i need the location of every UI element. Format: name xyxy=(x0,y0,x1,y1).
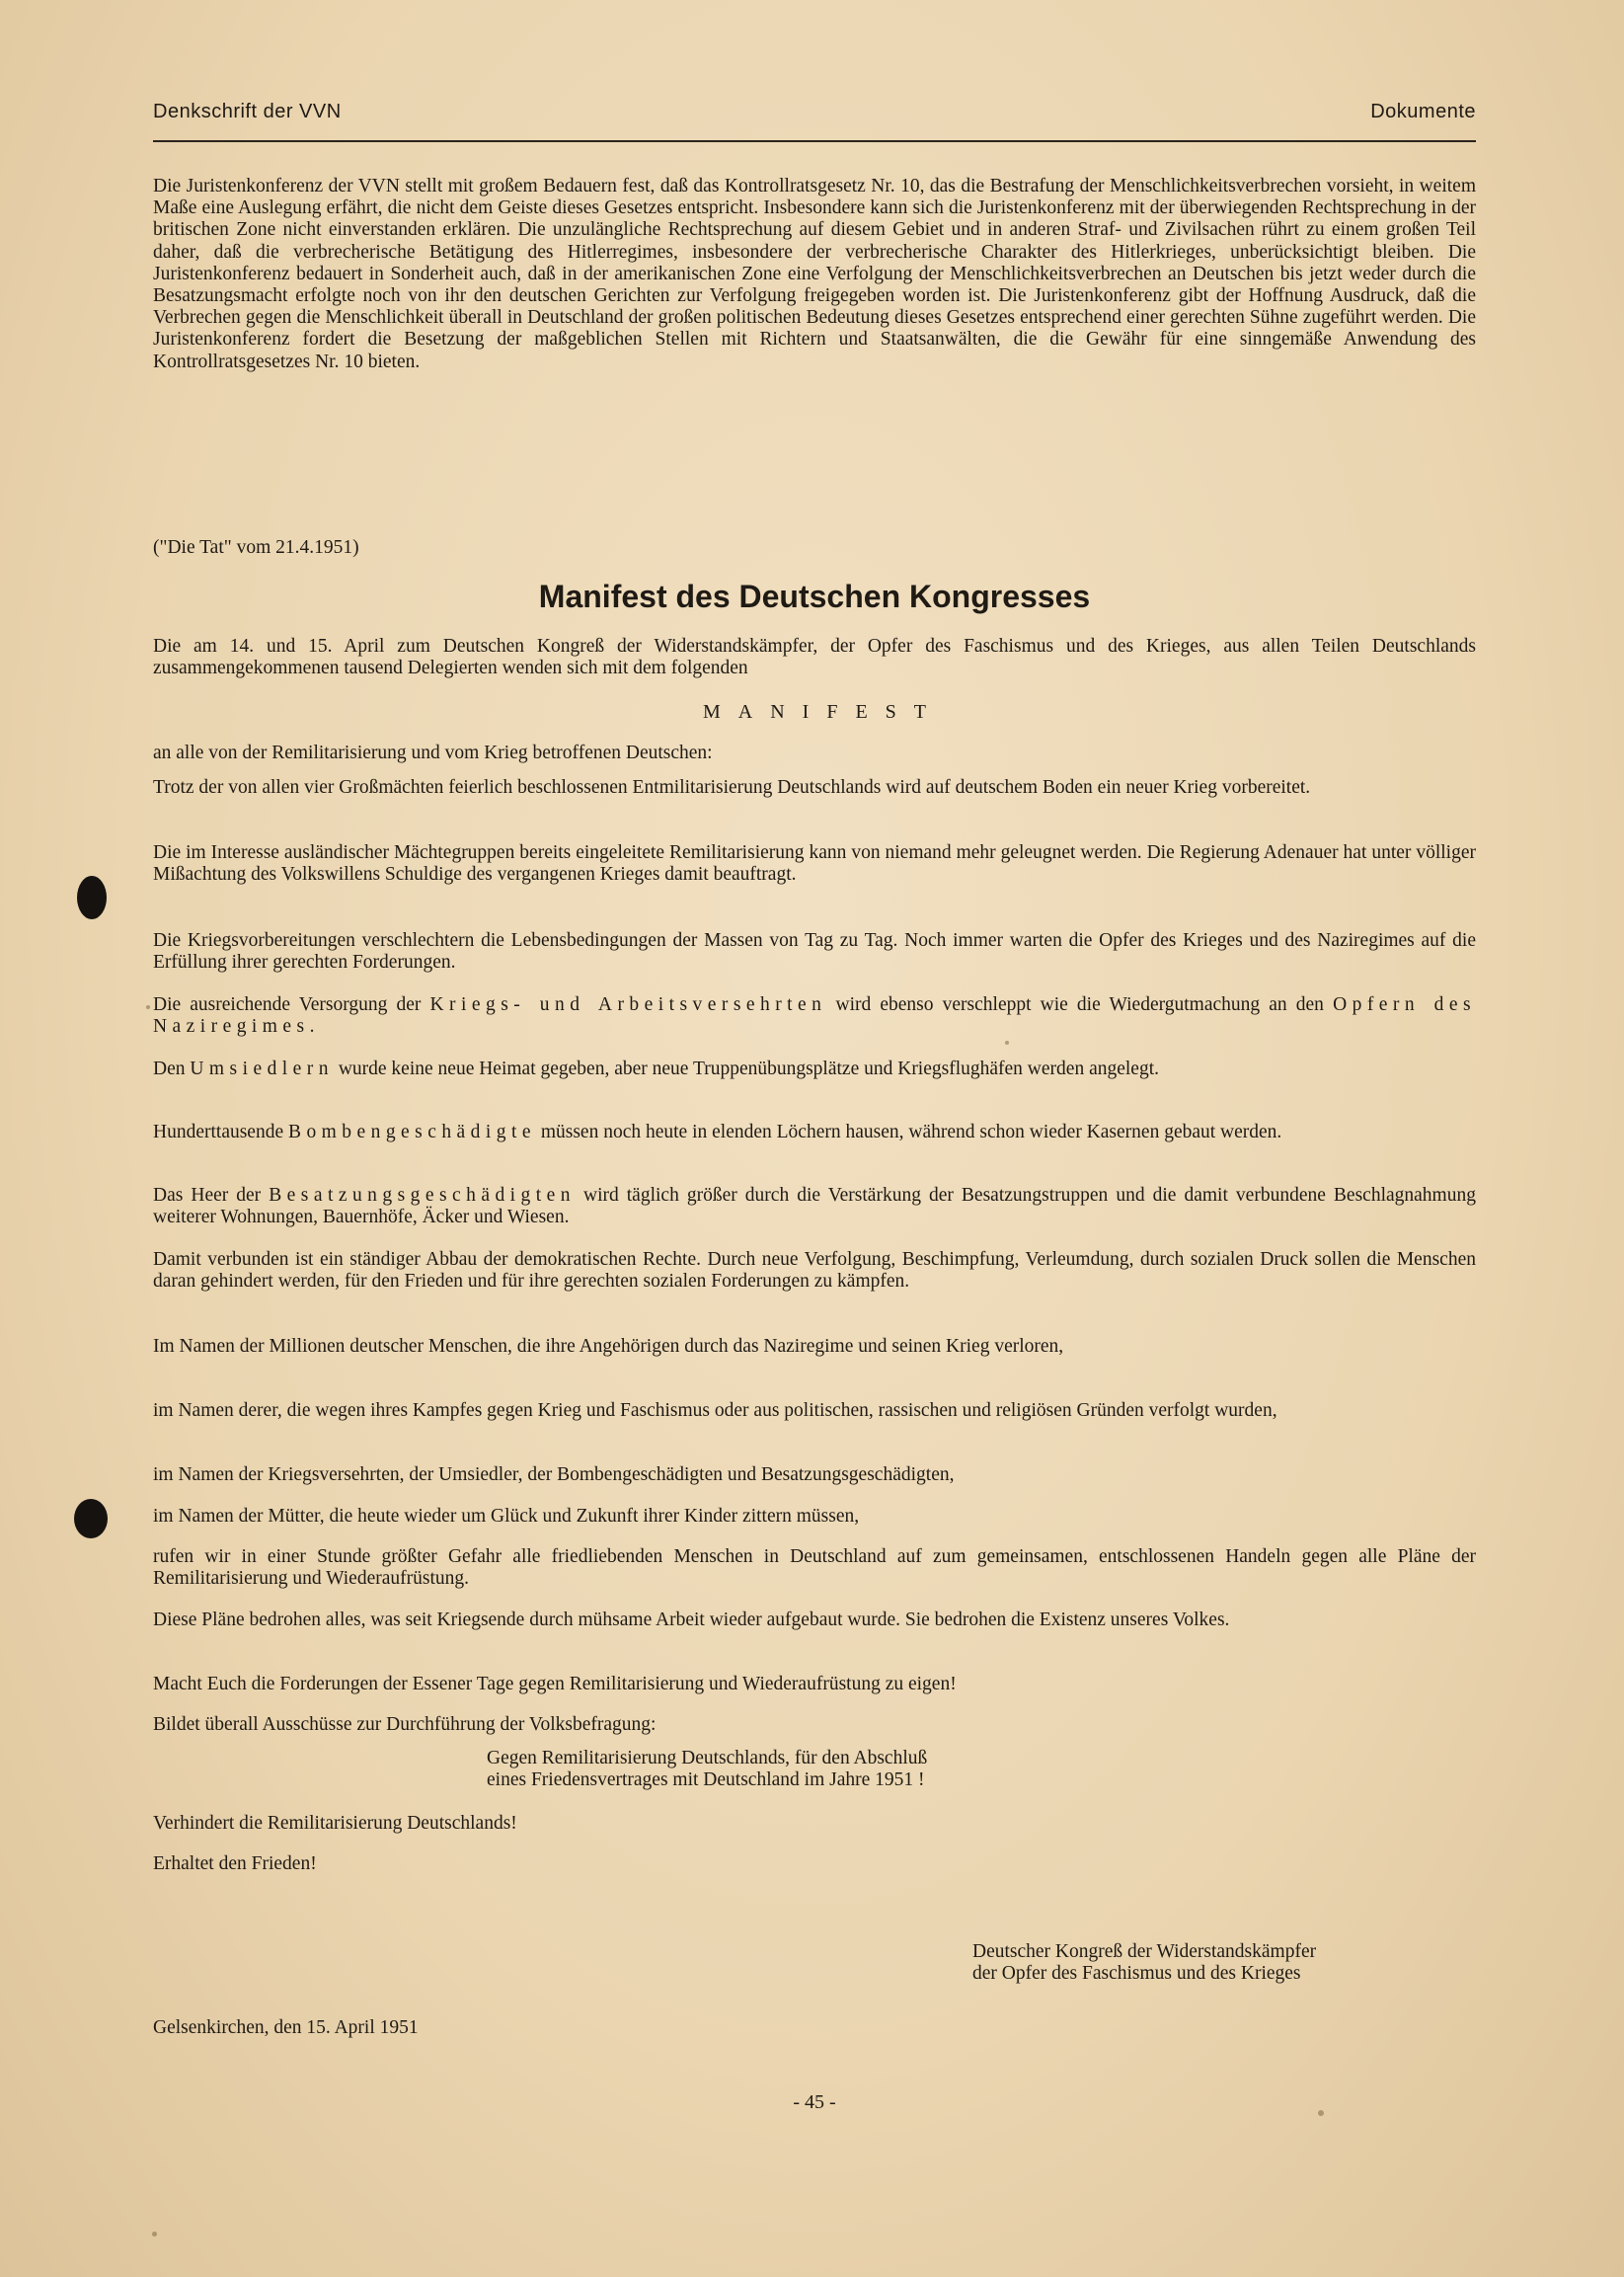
demand-block xyxy=(487,1748,1276,1791)
paper-speck xyxy=(152,2232,157,2237)
intro-paragraph: Die Juristenkonferenz der VVN stellt mit großem Bedauern fest, daß das Kontrollratsgesetz Nr. 10, das die Bestrafung der Menschlichkeitsverbrechen vorsieht, in weitem Maße eine Auslegung erfährt, die nicht dem Geiste dieses Gesetzes entspricht. Insbesondere kann sich die Juristenkonferenz mit der überwiegenden Rechtsprechung in der britischen Zone nicht einverstanden erklären. Die unzulängliche Rechtsprechung auf diesem Gebiet und in anderen Straf- und Zivilsachen rührt zu einem großen Teil daher, daß die verbrecherische Betätigung des Hitlerregimes, insbesondere der verbrecherische Charakter des Hitlerkrieges, unberücksichtigt bleiben. Die Juristenkonferenz bedauert in Sonderheit auch, daß in der amerikanischen Zone eine Verfolgung der Menschlichkeitsverbrechen an Deutschen bis jetzt weder durch die Besatzungsmacht erfolgte noch von ihr den deutschen Gerichten zur Verfolgung freigegeben worden ist. Die Juristenkonferenz gibt der Hoffnung Ausdruck, daß die Verbrechen gegen die Menschlichkeit überall in Deutschland der großen politischen Bedeutung dieses Gesetzes entsprechend einer gerechten Sühne zugeführt werden. Die Juristenkonferenz fordert die Besetzung der maßgeblichen Stellen mit Richtern und Staatsanwälten, die die Gewähr für eine sinngemäße Anwendung des Kontrollratsgesetzes Nr. 10 bieten. xyxy=(153,176,1476,372)
manifest-heading: MANIFEST xyxy=(702,701,944,723)
text-run: Den xyxy=(153,1059,191,1079)
header-right: Dokumente xyxy=(1370,101,1476,122)
spaced-emphasis: Kriegs- und Arbeitsversehrten xyxy=(429,994,827,1015)
paragraph-namen-2: im Namen derer, die wegen ihres Kampfes gegen Krieg und Faschismus oder aus politischen, rassischen und religiösen Gründen verfolgt wurden, xyxy=(153,1400,1277,1421)
running-header xyxy=(153,99,1476,142)
paragraph-namen-1: Im Namen der Millionen deutscher Menschen, die ihre Angehörigen durch das Naziregime und seinen Krieg verloren, xyxy=(153,1336,1064,1357)
addressee-line: an alle von der Remilitarisierung und vom Krieg betroffenen Deutschen: xyxy=(153,743,713,763)
signature-block xyxy=(972,1941,1476,1985)
demand-line: eines Friedensvertrages mit Deutschland im Jahre 1951 ! xyxy=(487,1769,925,1791)
demand-line: Gegen Remilitarisierung Deutschlands, für den Abschluß xyxy=(487,1748,928,1768)
paragraph-kriegsvorbereitungen: Die Kriegsvorbereitungen verschlechtern die Lebensbedingungen der Massen von Tag zu Tag. Noch immer warten die Opfer des Krieges und des Naziregimes auf die Erfüllung ihrer gerechten Forderungen. xyxy=(153,930,1476,974)
paragraph-abbau: Damit verbunden ist ein ständiger Abbau der demokratischen Rechte. Durch neue Verfolgung, Beschimpfung, Verleumdung, durch sozialen Druck sollen die Menschen daran gehindert werden, für den Frieden und für ihre gerechten sozialen Forderungen zu kämpfen. xyxy=(153,1249,1476,1293)
text-run: wird täglich größer durch die Verstärkung der Besatzungstruppen und die damit verbundene Beschlagnahmung weiterer Wohnungen, Bauernhöfe, Äcker und Wiesen. xyxy=(153,1185,1476,1228)
paragraph-interesse: Die im Interesse ausländischer Mächtegruppen bereits eingeleitete Remilitarisierung kann von niemand mehr geleugnet werden. Die Regierung Adenauer hat unter völliger Mißachtung des Volkswillens Schuldige des vergangenen Krieges damit beauftragt. xyxy=(153,842,1476,886)
text-run: müssen noch heute in elenden Löchern hausen, während schon wieder Kasernen gebaut werden. xyxy=(535,1122,1282,1142)
paragraph-versorgung xyxy=(153,994,1476,1038)
paragraph-bombengeschaedigte xyxy=(153,1122,1476,1143)
paper-speck xyxy=(1005,1041,1009,1045)
section-title: Manifest des Deutschen Kongresses xyxy=(538,579,1091,614)
manifest-intro: Die am 14. und 15. April zum Deutschen Kongreß der Widerstandskämpfer, der Opfer des Faschismus und des Krieges, aus allen Teilen Deutschlands zusammengekommenen tausend Delegierten wenden sich mit dem folgenden xyxy=(153,636,1476,679)
signature-line: der Opfer des Faschismus und des Krieges xyxy=(972,1963,1301,1985)
spaced-emphasis: Besatzungsgeschädigten xyxy=(269,1185,576,1206)
document-page xyxy=(153,0,1476,2277)
paper-speck xyxy=(146,1005,150,1009)
paper-speck xyxy=(1318,2110,1324,2116)
page-number: - 45 - xyxy=(793,2091,836,2113)
text-run: . xyxy=(309,1016,315,1038)
paragraph-umsiedlern xyxy=(153,1059,1476,1080)
spaced-emphasis: Umsiedlern xyxy=(190,1059,334,1079)
source-note: ("Die Tat" vom 21.4.1951) xyxy=(153,537,359,558)
paragraph-trotz: Trotz der von allen vier Großmächten feierlich beschlossenen Entmilitarisierung Deutschlands wird auf deutschem Boden ein neuer Krieg vorbereitet. xyxy=(153,777,1311,798)
paragraph-plaene: Diese Pläne bedrohen alles, was seit Kriegsende durch mühsame Arbeit wieder aufgebaut wurde. Sie bedrohen die Existenz unseres Volkes. xyxy=(153,1610,1230,1630)
spaced-emphasis: Opfern des Naziregimes xyxy=(153,994,1477,1038)
place-date: Gelsenkirchen, den 15. April 1951 xyxy=(153,2017,419,2038)
header-left: Denkschrift der VVN xyxy=(153,101,342,122)
text-run: Das Heer der xyxy=(153,1185,270,1206)
paragraph-namen-3: im Namen der Kriegsversehrten, der Umsiedler, der Bombengeschädigten und Besatzungsgeschädigten, xyxy=(153,1464,955,1485)
text-run: wurde keine neue Heimat gegeben, aber neue Truppenübungsplätze und Kriegsflughäfen werden angelegt. xyxy=(333,1059,1159,1079)
spaced-emphasis: Bombengeschädigte xyxy=(288,1122,536,1142)
punch-hole xyxy=(77,876,107,919)
paragraph-verhindert: Verhindert die Remilitarisierung Deutschlands! xyxy=(153,1813,517,1834)
paragraph-macht: Macht Euch die Forderungen der Essener Tage gegen Remilitarisierung und Wiederaufrüstung zu eigen! xyxy=(153,1674,957,1694)
text-run: wird ebenso verschleppt wie die Wiedergutmachung an den xyxy=(826,994,1334,1015)
paragraph-namen-4: im Namen der Mütter, die heute wieder um Glück und Zukunft ihrer Kinder zittern müssen, xyxy=(153,1506,860,1527)
punch-hole xyxy=(74,1499,108,1538)
paragraph-erhaltet: Erhaltet den Frieden! xyxy=(153,1853,317,1874)
paragraph-rufen: rufen wir in einer Stunde größter Gefahr alle friedliebenden Menschen in Deutschland auf zum gemeinsamen, entschlossenen Handeln gegen alle Pläne der Remilitarisierung und Wiederaufrüstung. xyxy=(153,1546,1476,1590)
paragraph-besatzung xyxy=(153,1185,1476,1228)
signature-line: Deutscher Kongreß der Widerstandskämpfer xyxy=(972,1941,1317,1962)
text-run: Die ausreichende Versorgung der xyxy=(153,994,430,1015)
text-run: Hunderttausende xyxy=(153,1122,288,1142)
paragraph-bildet: Bildet überall Ausschüsse zur Durchführung der Volksbefragung: xyxy=(153,1714,657,1735)
